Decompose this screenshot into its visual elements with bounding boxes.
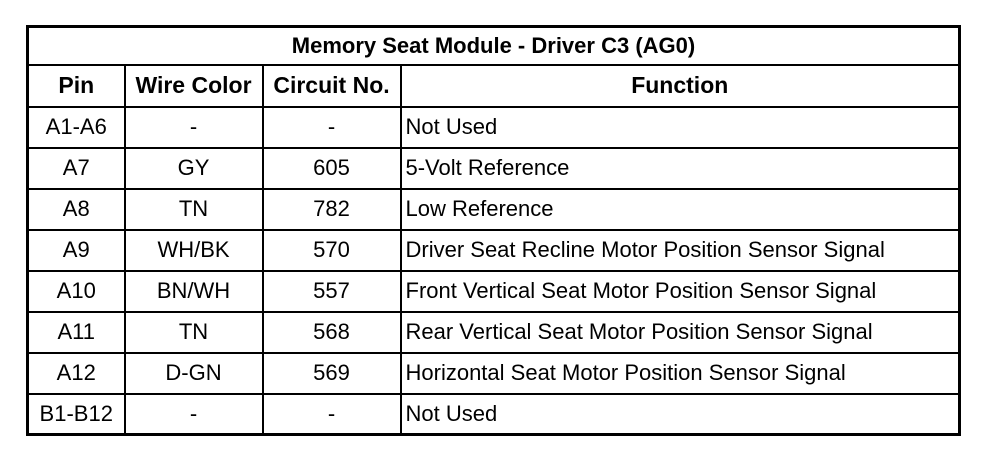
cell-function: Rear Vertical Seat Motor Position Sensor Signal — [401, 312, 960, 353]
cell-circuit-no: - — [263, 394, 401, 435]
cell-wire-color: TN — [125, 312, 263, 353]
cell-circuit-no: 782 — [263, 189, 401, 230]
connector-pinout-table — [26, 25, 961, 436]
table-row — [28, 189, 960, 230]
table-row — [28, 271, 960, 312]
table-row — [28, 230, 960, 271]
cell-function: Not Used — [401, 394, 960, 435]
header-circuit-no: Circuit No. — [263, 65, 401, 107]
cell-wire-color: D-GN — [125, 353, 263, 394]
table-title: Memory Seat Module - Driver C3 (AG0) — [28, 27, 960, 65]
cell-wire-color: - — [125, 394, 263, 435]
header-pin: Pin — [28, 65, 125, 107]
cell-wire-color: BN/WH — [125, 271, 263, 312]
cell-circuit-no: 570 — [263, 230, 401, 271]
cell-function: Not Used — [401, 107, 960, 148]
cell-pin: A7 — [28, 148, 125, 189]
table-row — [28, 312, 960, 353]
cell-function: Driver Seat Recline Motor Position Sensor Signal — [401, 230, 960, 271]
cell-function: 5-Volt Reference — [401, 148, 960, 189]
cell-function: Horizontal Seat Motor Position Sensor Signal — [401, 353, 960, 394]
cell-function: Low Reference — [401, 189, 960, 230]
cell-wire-color: - — [125, 107, 263, 148]
table-header-row — [28, 65, 960, 107]
table-row — [28, 148, 960, 189]
table-row — [28, 107, 960, 148]
cell-circuit-no: 605 — [263, 148, 401, 189]
cell-pin: A12 — [28, 353, 125, 394]
cell-circuit-no: 557 — [263, 271, 401, 312]
header-function: Function — [401, 65, 960, 107]
cell-wire-color: GY — [125, 148, 263, 189]
table-title-row — [28, 27, 960, 65]
cell-pin: A8 — [28, 189, 125, 230]
cell-circuit-no: 569 — [263, 353, 401, 394]
cell-pin: A1-A6 — [28, 107, 125, 148]
header-wire-color: Wire Color — [125, 65, 263, 107]
table-row — [28, 353, 960, 394]
cell-pin: A10 — [28, 271, 125, 312]
table-row — [28, 394, 960, 435]
cell-circuit-no: - — [263, 107, 401, 148]
cell-circuit-no: 568 — [263, 312, 401, 353]
cell-wire-color: WH/BK — [125, 230, 263, 271]
cell-pin: B1-B12 — [28, 394, 125, 435]
cell-wire-color: TN — [125, 189, 263, 230]
cell-function: Front Vertical Seat Motor Position Sensor Signal — [401, 271, 960, 312]
cell-pin: A11 — [28, 312, 125, 353]
cell-pin: A9 — [28, 230, 125, 271]
